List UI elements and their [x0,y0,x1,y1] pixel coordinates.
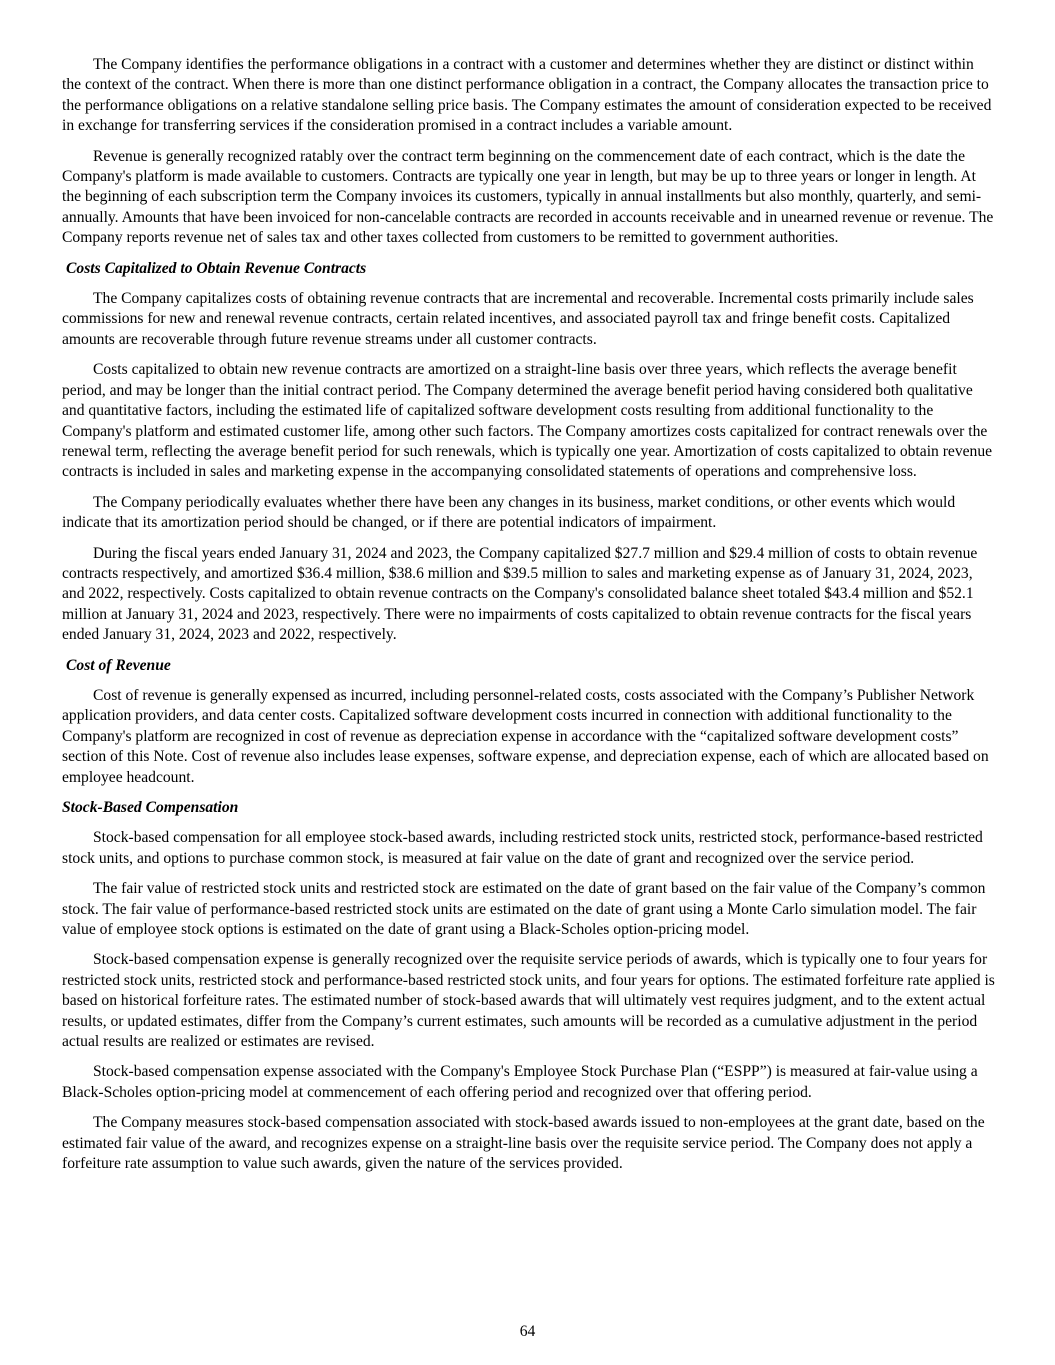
section-heading-stock-based-compensation: Stock-Based Compensation [62,799,239,816]
paragraph-espp: Stock-based compensation expense associated with the Company's Employee Stock Purchase Plan (“ESPP”) is measured at fair-value using a Black-Scholes option-pricing model at commencement of each offering period and recognized over that offering period. [62,1063,978,1101]
paragraph-amortization: Costs capitalized to obtain new revenue contracts are amortized on a straight-line basis over three years, which reflects the average benefit period, and may be longer than the initial contract period. The Company determined the average benefit period having considered both qualitative and quantitative factors, including the estimated life of capitalized software development costs resulting from additional functionality to the Company's platform and estimated customer life, among other such factors. The Company amortizes costs capitalized for contract renewals over the renewal term, reflecting the average benefit period for such renewals, which is typically one year. Amortization of costs capitalized to obtain revenue contracts is included in sales and marketing expense in the accompanying consolidated statements of operations and comprehensive loss. [62,361,993,481]
paragraph-expense-recognition: Stock-based compensation expense is generally recognized over the requisite service periods of awards, which is typically one to four years for restricted stock units, restricted stock and performance-based restricted stock units, and four years for options. The estimated forfeiture rate applied is based on historical forfeiture rates. The estimated number of stock-based awards that will ultimately vest requires judgment, and to the extent actual results, or updated estimates, differ from the Company’s current estimates, such amounts will be recorded as a cumulative adjustment in the period actual results are realized or estimates are revised. [62,951,995,1051]
paragraph-non-employee-awards: The Company measures stock-based compensation associated with stock-based awards issued to non-employees at the grant date, based on the estimated fair value of the award, and recognizes expense on a straight-line basis over the requisite service period. The Company does not apply a forfeiture rate assumption to value such awards, given the nature of the services provided. [62,1114,985,1173]
paragraph-fair-value-estimates: The fair value of restricted stock units and restricted stock are estimated on the date of grant based on the fair value of the Company’s common stock. The fair value of performance-based restricted stock units are estimated on the date of grant using a Monte Carlo simulation model. The fair value of employee stock options is estimated on the date of grant using a Black-Scholes option-pricing model. [62,880,986,939]
section-heading-cost-of-revenue: Cost of Revenue [66,656,171,674]
paragraph-cost-of-revenue: Cost of revenue is generally expensed as incurred, including personnel-related costs, costs associated with the Company’s Publisher Network application providers, and data center costs. Capitalized software development costs incurred in connection with additional functionality to the Company's platform are recognized in cost of revenue as depreciation expense in accordance with the “capitalized software development costs” section of this Note. Cost of revenue also includes lease expenses, software expense, and depreciation expense, each of which are allocated based on employee headcount. [62,686,989,786]
paragraph-performance-obligations: The Company identifies the performance obligations in a contract with a customer and determines whether they are distinct or distinct within the context of the contract. When there is more than one distinct performance obligation in a contract, the Company allocates the transaction price to the performance obligations on a relative standalone selling price basis. The Company estimates the amount of consideration expected to be received in exchange for transferring services if the consideration promised in a contract includes a variable amount. [62,56,992,135]
paragraph-revenue-recognition: Revenue is generally recognized ratably over the contract term beginning on the commencement date of each contract, which is the date the Company's platform is made available to customers. Contracts are typically one year in length, but may be up to three years or longer in length. At the beginning of each subscription term the Company invoices its customers, typically in annual installments but also monthly, quarterly, and semi-annually. Amounts that have been invoiced for non-cancelable contracts are recorded in accounts receivable and in unearned revenue or revenue. The Company reports revenue net of sales tax and other taxes collected from customers to be remitted to government authorities. [62,147,994,247]
paragraph-capitalizes-costs: The Company capitalizes costs of obtaining revenue contracts that are incremental and recoverable. Incremental costs primarily include sales commissions for new and renewal revenue contracts, certain related incentives, and associated payroll tax and fringe benefit costs. Capitalized amounts are recoverable through future revenue streams under all customer contracts. [62,290,974,348]
paragraph-fiscal-year-amounts: During the fiscal years ended January 31, 2024 and 2023, the Company capitalized $27.7 million and $29.4 million of costs to obtain revenue contracts respectively, and amortized $36.4 million, $38.6 million and $39.5 million to sales and marketing expense as of January 31, 2024, 2023, and 2022, respectively. Costs capitalized to obtain revenue contracts on the Company's consolidated balance sheet totaled $43.4 million and $52.1 million at January 31, 2024 and 2023, respectively. There were no impairments of costs capitalized to obtain revenue contracts for the fiscal years ended January 31, 2024, 2023 and 2022, respectively. [62,544,978,644]
paragraph-stock-comp-measurement: Stock-based compensation for all employee stock-based awards, including restricted stock units, restricted stock, performance-based restricted stock units, and options to purchase common stock, is measured at fair value on the date of grant and recognized over the service period. [62,829,983,867]
section-heading-costs-capitalized: Costs Capitalized to Obtain Revenue Contracts [66,259,367,277]
paragraph-periodic-evaluation: The Company periodically evaluates whether there have been any changes in its business, market conditions, or other events which would indicate that its amortization period should be changed, or if there are potential indicators of impairment. [62,493,956,532]
page-number: 64 [519,1323,536,1340]
